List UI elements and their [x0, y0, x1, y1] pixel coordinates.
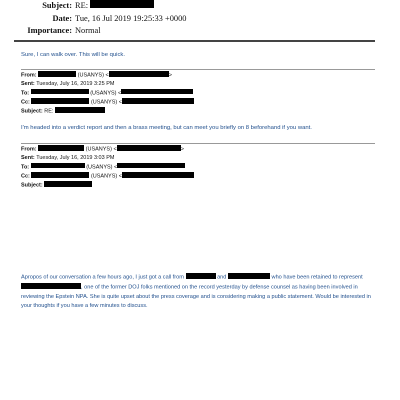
email-1-from-org: (USANYS) <: [77, 72, 109, 79]
email-1-to-org: (USANYS) <: [90, 90, 122, 97]
email-2-body-text: , one of the former DOJ folks mentioned on the record yesterday by defense counsel as having been involved in reviewing the Epstein NPA. She is quite upset about the press coverage and is considering making a public statement. Would be interested in your thoughts if you have a few minutes to discuss.: [21, 284, 371, 310]
email-1-from-close: >: [168, 72, 172, 79]
email-2-from-close: >: [180, 146, 184, 153]
redaction-block: [21, 283, 81, 289]
reply-1-body: Sure, I can walk over. This will be quick.: [21, 52, 126, 58]
redaction-block: [55, 107, 105, 113]
email-1-sent-label: Sent:: [21, 81, 35, 88]
email-2-divider: [21, 143, 375, 144]
email-2-sent-label: Sent:: [21, 155, 35, 162]
email-2-subject-row: [21, 181, 194, 190]
email-2-cc-row: [21, 172, 194, 181]
email-2-to-row: [21, 163, 194, 172]
redaction-block: [117, 163, 185, 169]
email-2-to-org: (USANYS) <: [86, 164, 118, 171]
header-subject-value: RE:: [75, 1, 89, 10]
email-2-cc-label: Cc:: [21, 173, 30, 180]
redaction-block: [90, 0, 154, 8]
header-date-row: [0, 13, 400, 26]
email-1-from-row: [21, 71, 194, 80]
email-1-cc-label: Cc:: [21, 99, 30, 106]
email-1-body: I'm headed into a verdict report and then a brass meeting, but can meet you briefly on 8 beforehand if you want.: [21, 125, 312, 131]
email-1-cc-org: (USANYS) <: [90, 99, 122, 106]
email-2-from-row: [21, 145, 194, 154]
header-importance-row: [0, 25, 400, 38]
redaction-block: [117, 145, 181, 151]
header-divider: [14, 40, 375, 42]
email-2-body-text: to represent: [332, 274, 363, 281]
header-date-label: Date:: [52, 13, 72, 23]
email-2-headers: [21, 145, 194, 190]
email-2-body-text: who have been retained: [271, 274, 332, 281]
redaction-block: [31, 89, 89, 95]
email-1-divider: [21, 69, 375, 70]
email-1-from-label: From:: [21, 72, 37, 79]
email-1-to-label: To:: [21, 90, 30, 97]
header-importance-value: Normal: [75, 26, 101, 36]
email-header: [0, 0, 400, 38]
email-2-body-text: and: [217, 274, 227, 281]
email-1-headers: [21, 71, 194, 116]
email-2-subject-label: Subject:: [21, 182, 43, 189]
redaction-block: [38, 145, 84, 151]
redaction-block: [31, 163, 85, 169]
email-1-subject-label: Subject:: [21, 108, 43, 115]
header-date-value: Tue, 16 Jul 2019 19:25:33 +0000: [75, 13, 187, 23]
redaction-block: [38, 71, 76, 77]
email-2-body: [21, 273, 381, 312]
email-2-from-label: From:: [21, 146, 37, 153]
header-subject-label: Subject:: [42, 1, 72, 10]
email-2-sent-value: Tuesday, July 16, 2019 3:03 PM: [36, 155, 115, 162]
email-2-cc-org: (USANYS) <: [90, 173, 122, 180]
header-subject-row: [0, 0, 400, 13]
redaction-block: [121, 89, 193, 95]
redaction-block: [186, 273, 216, 279]
email-1-subject-value: RE:: [44, 108, 54, 115]
email-2-sent-row: [21, 154, 194, 163]
email-1-subject-row: [21, 107, 194, 116]
email-1-sent-value: Tuesday, July 16, 2019 3:25 PM: [36, 81, 115, 88]
redaction-block: [44, 181, 92, 187]
redaction-block: [31, 98, 89, 104]
email-2-from-org: (USANYS) <: [85, 146, 117, 153]
email-1-to-row: [21, 89, 194, 98]
email-1-sent-row: [21, 80, 194, 89]
redaction-block: [122, 172, 194, 178]
header-importance-label: Importance:: [27, 26, 72, 36]
email-1-cc-row: [21, 98, 194, 107]
redaction-block: [109, 71, 169, 77]
email-2-body-text: Apropos of our conversation a few hours ago, I just got a call from: [21, 274, 184, 281]
redaction-block: [31, 172, 89, 178]
email-2-to-label: To:: [21, 164, 30, 171]
redaction-block: [228, 273, 270, 279]
redaction-block: [122, 98, 194, 104]
